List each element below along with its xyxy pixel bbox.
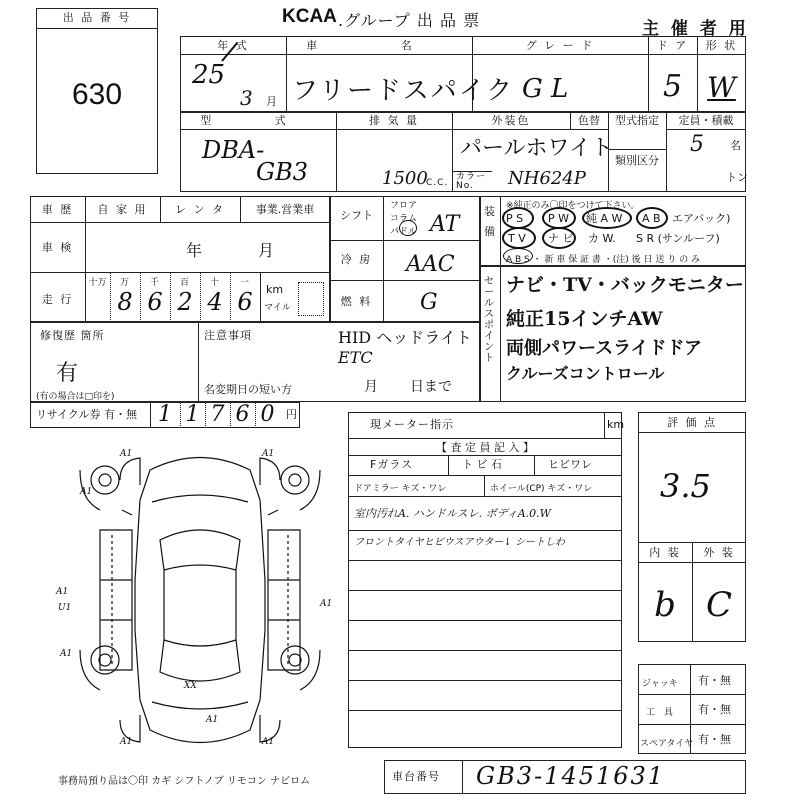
- recycle-digit-0: 1: [158, 402, 172, 427]
- equipment-note: ※純正のみ〇印をつけて下さい。: [506, 201, 640, 211]
- repair-note: (有の場合は□印を): [36, 392, 115, 402]
- mileage-digit-1: 6: [147, 288, 163, 316]
- chip-label: ト ビ 石: [462, 458, 502, 471]
- option-tv: T V: [508, 232, 526, 245]
- category-label: 類別区分: [615, 154, 659, 167]
- notes-line-2: ETC: [338, 348, 373, 367]
- mileage-digit-0: 8: [117, 288, 133, 316]
- form-title: .グループ 出 品 票: [338, 11, 481, 30]
- capacity-value: 5: [690, 132, 704, 157]
- spare-yes-no: 有・無: [698, 733, 731, 746]
- mileage-digit-2: 2: [177, 288, 193, 316]
- year-value: 25: [192, 60, 226, 90]
- interior-label: 内 装: [649, 546, 681, 559]
- diagram-mark-2: A1: [80, 487, 93, 497]
- diagram-mark-1: A1: [262, 449, 275, 459]
- color-code-value: NH624P: [508, 168, 586, 189]
- digit-header-2: 千: [149, 278, 160, 288]
- model-value-1: DBA-: [202, 136, 265, 164]
- fuel-label: 燃 料: [340, 295, 373, 308]
- sales-point-1: ナビ・TV・バックモニター: [506, 274, 744, 296]
- evaluation-score: 3.5: [660, 467, 711, 505]
- year-label: 年 式: [217, 39, 249, 52]
- mirror-label: ドアミラー キズ・ワレ: [354, 484, 447, 494]
- ton-unit: トン: [726, 171, 748, 184]
- digit-header-5: 一: [239, 278, 250, 288]
- displacement-value: 1500: [382, 168, 428, 189]
- deadline-month: 月: [364, 379, 380, 395]
- option-airbag: エアバック): [672, 212, 731, 225]
- mileage-digit-4: 6: [237, 288, 253, 316]
- recycle-label: リサイクル券 有・無: [36, 408, 137, 421]
- recycle-unit: 円: [286, 408, 297, 421]
- inspector-title: 【 査 定 員 記 入 】: [436, 441, 534, 454]
- km-label: km: [266, 283, 284, 296]
- capacity-label: 定員・積載: [678, 114, 734, 127]
- equipment-label: 装 備: [484, 205, 495, 238]
- deadline-day: 日まで: [410, 379, 452, 395]
- shift-label: シフト: [340, 209, 373, 222]
- diagram-mark-9: A1: [262, 737, 275, 747]
- month-unit: 月: [266, 95, 279, 108]
- option-ps-circle: [502, 207, 534, 229]
- sales-point-3: 両側パワースライドドア: [506, 338, 703, 359]
- mileage-digit-3: 4: [207, 288, 223, 316]
- mileage-label: 走 行: [41, 293, 74, 306]
- displacement-unit: C.C.: [426, 178, 449, 188]
- recycle-digit-3: 6: [235, 402, 250, 427]
- diagram-mark-5: A1: [320, 599, 333, 609]
- option-tv-circle: [502, 227, 536, 249]
- sales-point-4: クルーズコントロール: [506, 364, 665, 383]
- exterior-label: 外 装: [703, 546, 735, 559]
- option-ab-circle: [636, 207, 668, 229]
- grade-value: G L: [522, 74, 569, 104]
- interior-grade: b: [654, 585, 676, 625]
- option-abs-row: A B S ・ 新 車 保 証 書 ・(注) 後 日 送 り の み: [506, 255, 700, 265]
- notes-label: 注意事項: [204, 329, 252, 342]
- diagram-mark-0: A1: [120, 449, 133, 459]
- front-left-wheel: [91, 466, 119, 494]
- ac-value: AAC: [406, 252, 455, 277]
- organizer-label: 主 催 者 用: [642, 19, 749, 39]
- meter-label: 現メーター指示: [370, 418, 454, 431]
- option-abs-circle: [503, 248, 533, 264]
- doors-value: 5: [662, 69, 683, 104]
- digit-header-0: 十万: [88, 278, 107, 288]
- lot-number: 630: [71, 78, 123, 111]
- month-value: 3: [240, 86, 253, 110]
- sales-point-2: 純正15インチAW: [506, 308, 663, 330]
- recycle-digit-2: 7: [210, 402, 225, 427]
- evaluation-label: 評 価 点: [667, 416, 717, 429]
- jack-yes-no: 有・無: [698, 674, 731, 687]
- recycle-digit-4: 0: [260, 402, 275, 427]
- lot-label: 出 品 番 号: [62, 11, 132, 24]
- history-label: 車 歴: [41, 203, 74, 216]
- doors-label: ド ア: [656, 39, 689, 52]
- glass-label: Fガラス: [370, 458, 413, 471]
- model-label: 型 式: [200, 114, 316, 127]
- name-label: 車 名: [306, 39, 452, 52]
- diagram-mark-7: A1: [60, 649, 73, 659]
- diagram-mark-8: A1: [120, 737, 133, 747]
- sales-points-label: セ ー ル ス ポ イ ン ト: [484, 276, 494, 364]
- capacity-unit: 名: [730, 139, 741, 152]
- shift-paddle-circle: [399, 220, 417, 236]
- shape-value: W: [707, 71, 736, 104]
- office-note: 事務局預り品は〇印 カギ シフトノブ リモコン ナビロム: [58, 776, 311, 787]
- model-value-2: GB3: [256, 158, 309, 186]
- shift-value: AT: [430, 212, 460, 237]
- repair-value: 有: [56, 361, 79, 386]
- inspection-label: 車 検: [41, 241, 74, 254]
- car-body-outline: [135, 458, 265, 743]
- shift-paddle: パドル: [390, 227, 417, 237]
- option-aw-circle: [582, 207, 632, 229]
- option-kaw: カ W.: [588, 232, 616, 245]
- shift-column: コラム: [390, 214, 417, 224]
- left-side-panel: [100, 530, 132, 670]
- mile-label: マイル: [264, 303, 291, 313]
- car-diagram: [60, 440, 340, 760]
- shift-floor: フロア: [390, 201, 418, 211]
- tools-yes-no: 有・無: [698, 703, 731, 716]
- diagram-mark-6: XX: [184, 681, 197, 691]
- digit-header-1: 万: [119, 278, 130, 288]
- diagram-mark-10: A1: [206, 715, 219, 725]
- diagram-mark-3: A1: [56, 587, 69, 597]
- mile-checkbox: [298, 282, 324, 316]
- remark-line-2: フロントタイヤヒビウスアウター↓ シートしわ: [354, 537, 565, 548]
- inspection-year-unit: 年: [186, 241, 203, 260]
- digit-header-4: 十: [209, 278, 220, 288]
- option-sunroof: S R (サンルーフ): [636, 232, 720, 245]
- spare-label: スペアタイヤ: [640, 739, 694, 749]
- option-ps: P S: [506, 212, 524, 225]
- color-label: 外装色: [491, 114, 531, 127]
- inspection-month-unit: 月: [258, 241, 275, 260]
- chassis-label: 車台番号: [392, 770, 440, 783]
- diagram-mark-4: U1: [58, 603, 72, 613]
- tools-label: 工 具: [646, 708, 676, 718]
- displacement-label: 排 気 量: [369, 114, 419, 127]
- remark-line-1: 室内汚れA. ハンドルスレ. ボディA.0.W: [354, 507, 551, 520]
- option-navi-circle: [542, 227, 576, 249]
- grade-label: グ レ ー ド: [525, 39, 595, 52]
- color-code-label: カラー No.: [456, 172, 487, 191]
- notes-line-1: HID ヘッドライト: [338, 328, 472, 347]
- chassis-number: GB3-1451631: [476, 762, 666, 790]
- business-label: 事業.営業車: [255, 203, 315, 216]
- meter-unit: km: [607, 418, 625, 431]
- type-spec-label: 型式指定: [615, 114, 659, 127]
- digit-header-3: 百: [179, 278, 190, 288]
- crack-label: ヒビワレ: [548, 458, 592, 471]
- exterior-grade: C: [705, 585, 732, 625]
- shape-label: 形 状: [705, 39, 738, 52]
- vehicle-name: フリードスパイク: [292, 76, 515, 106]
- wheel-label: ホイール(CP) キズ・ワレ: [490, 484, 593, 494]
- fuel-value: G: [420, 290, 438, 315]
- option-aw: 純 A W: [586, 212, 623, 225]
- repair-label: 修復歴 箇所: [40, 329, 105, 342]
- option-pw-circle: [542, 207, 576, 229]
- option-pw: P W: [548, 212, 570, 225]
- front-right-wheel: [281, 466, 309, 494]
- jack-label: ジャッキ: [642, 679, 678, 689]
- private-use-label: 自 家 用: [97, 203, 148, 216]
- brand-logo: KCAA: [282, 6, 337, 27]
- repaint-label: 色替: [578, 114, 600, 127]
- option-navi: ナ ビ: [548, 232, 574, 245]
- recycle-digit-1: 1: [185, 402, 200, 427]
- color-value: パールホワイト: [460, 136, 613, 161]
- right-side-panel: [268, 530, 300, 670]
- ac-label: 冷 房: [340, 253, 373, 266]
- option-ab: A B: [642, 212, 661, 225]
- deadline-label: 名変期日の短い方: [204, 383, 292, 396]
- rental-label: レ ン タ: [175, 203, 225, 216]
